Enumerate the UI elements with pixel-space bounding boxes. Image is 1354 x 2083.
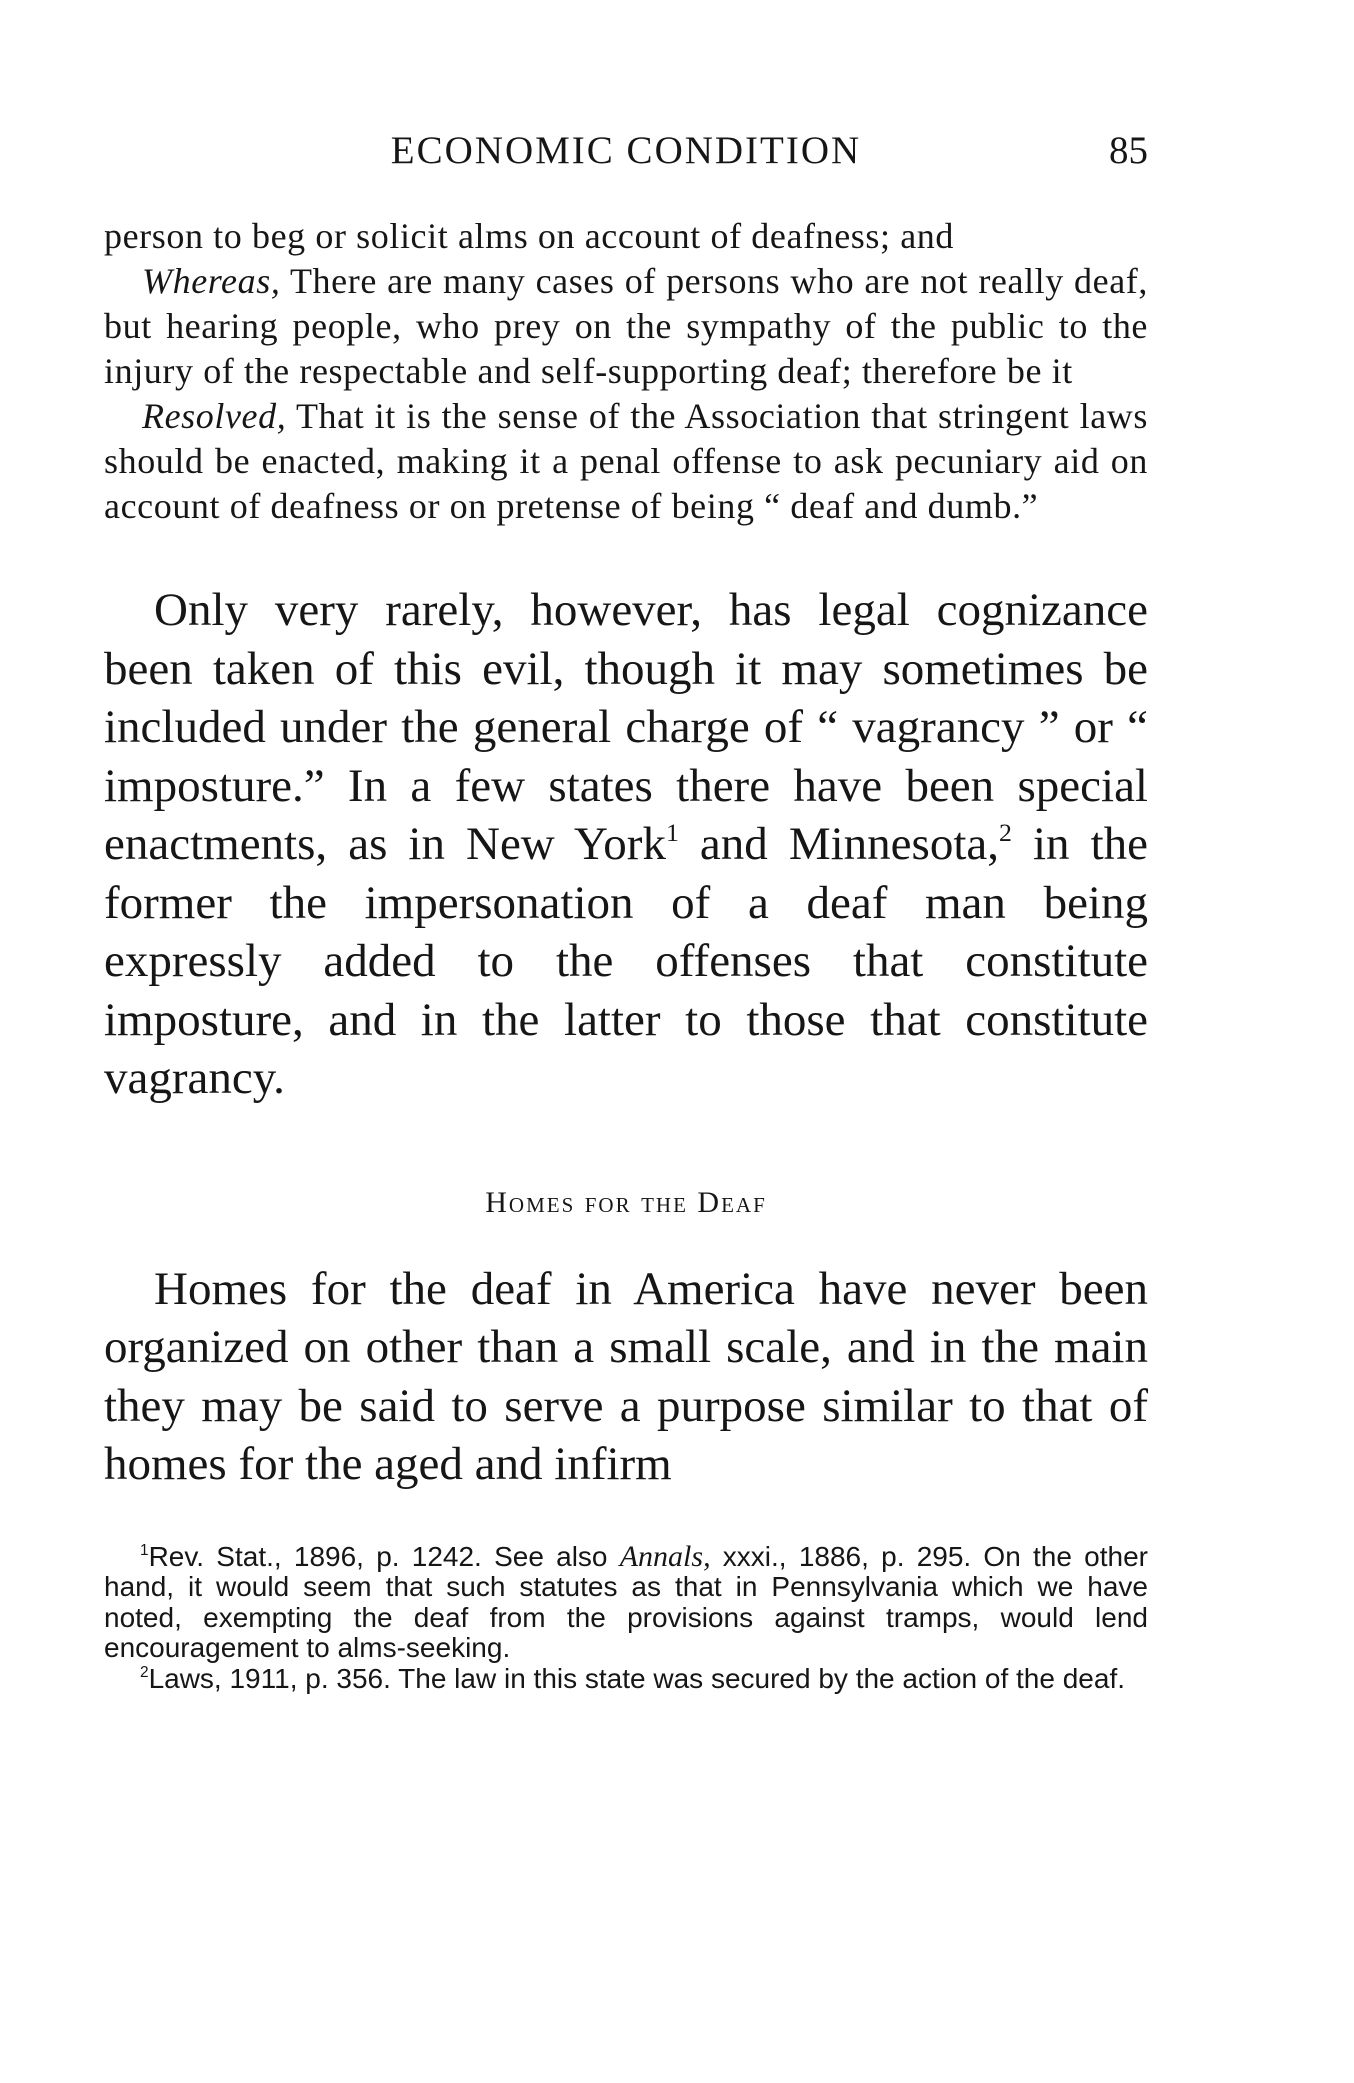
book-page [104, 128, 1148, 1694]
footnotes [104, 1539, 1148, 1695]
footnote-mark: 2 [140, 1663, 149, 1681]
quote-text: That it is the sense of the Association that stringent laws should be enacted, making it a penal offense to ask pecuniary aid on account of deafness or on pretense of being “ deaf and dumb.” [104, 396, 1148, 526]
running-title: ECONOMIC CONDITION [390, 129, 862, 172]
footnote-text: Laws, 1911, p. 356. The law in this state was secured by the action of the deaf. [148, 1662, 1126, 1694]
resolved-lead: Resolved, [142, 396, 287, 436]
running-head [104, 128, 1148, 192]
footnote-text: xxxi., 1886, p. 295. On the other hand, it would seem that such statutes as that in Pennsylvania which we have noted, exempting the deaf from the provisions against tramps, would lend encouragement to alms-seeking. [104, 1540, 1148, 1663]
body-text: in the former the impersonation of a deaf man being expressly added to the offenses that constitute imposture, and in the latter to those that constitute vagrancy. [104, 818, 1148, 1104]
body-text: Only very rarely, however, has legal cognizance been taken of this evil, though it may sometimes be included under the general charge of “ vagrancy ” or “ imposture.” In a few states there have been special enactments, as in New York [104, 584, 1148, 870]
whereas-lead: Whereas, [142, 261, 281, 301]
quote-text: There are many cases of persons who are not really deaf, but hearing people, who prey on the sympathy of the public to the injury of the respectable and self-supporting deaf; therefore be it [104, 261, 1148, 391]
footnote-text: Annals, [619, 1539, 711, 1573]
footnote [104, 1664, 1148, 1695]
footnote-ref[interactable]: 2 [999, 817, 1012, 847]
page-number: 85 [1109, 129, 1148, 172]
quote-paragraph [104, 394, 1148, 529]
body-paragraph [104, 1260, 1148, 1494]
quote-paragraph [104, 214, 1148, 259]
footnote-text: Rev. Stat., 1896, p. 1242. See also [148, 1540, 620, 1572]
footnote [104, 1539, 1148, 1664]
quote-text: person to beg or solicit alms on account of deafness; and [104, 216, 954, 256]
body-text: Homes for the deaf in America have never been organized on other than a small scale, and in the main they may be said to serve a purpose similar to that of homes for the aged and infirm [104, 1262, 1148, 1490]
footnote-mark: 1 [140, 1541, 149, 1559]
quote-paragraph [104, 259, 1148, 394]
section-heading: Homes for the Deaf [485, 1185, 767, 1219]
quoted-resolution [104, 214, 1148, 529]
footnote-ref[interactable]: 1 [665, 817, 679, 847]
body-text: and Minnesota, [678, 818, 999, 870]
body-paragraph [104, 581, 1148, 1108]
